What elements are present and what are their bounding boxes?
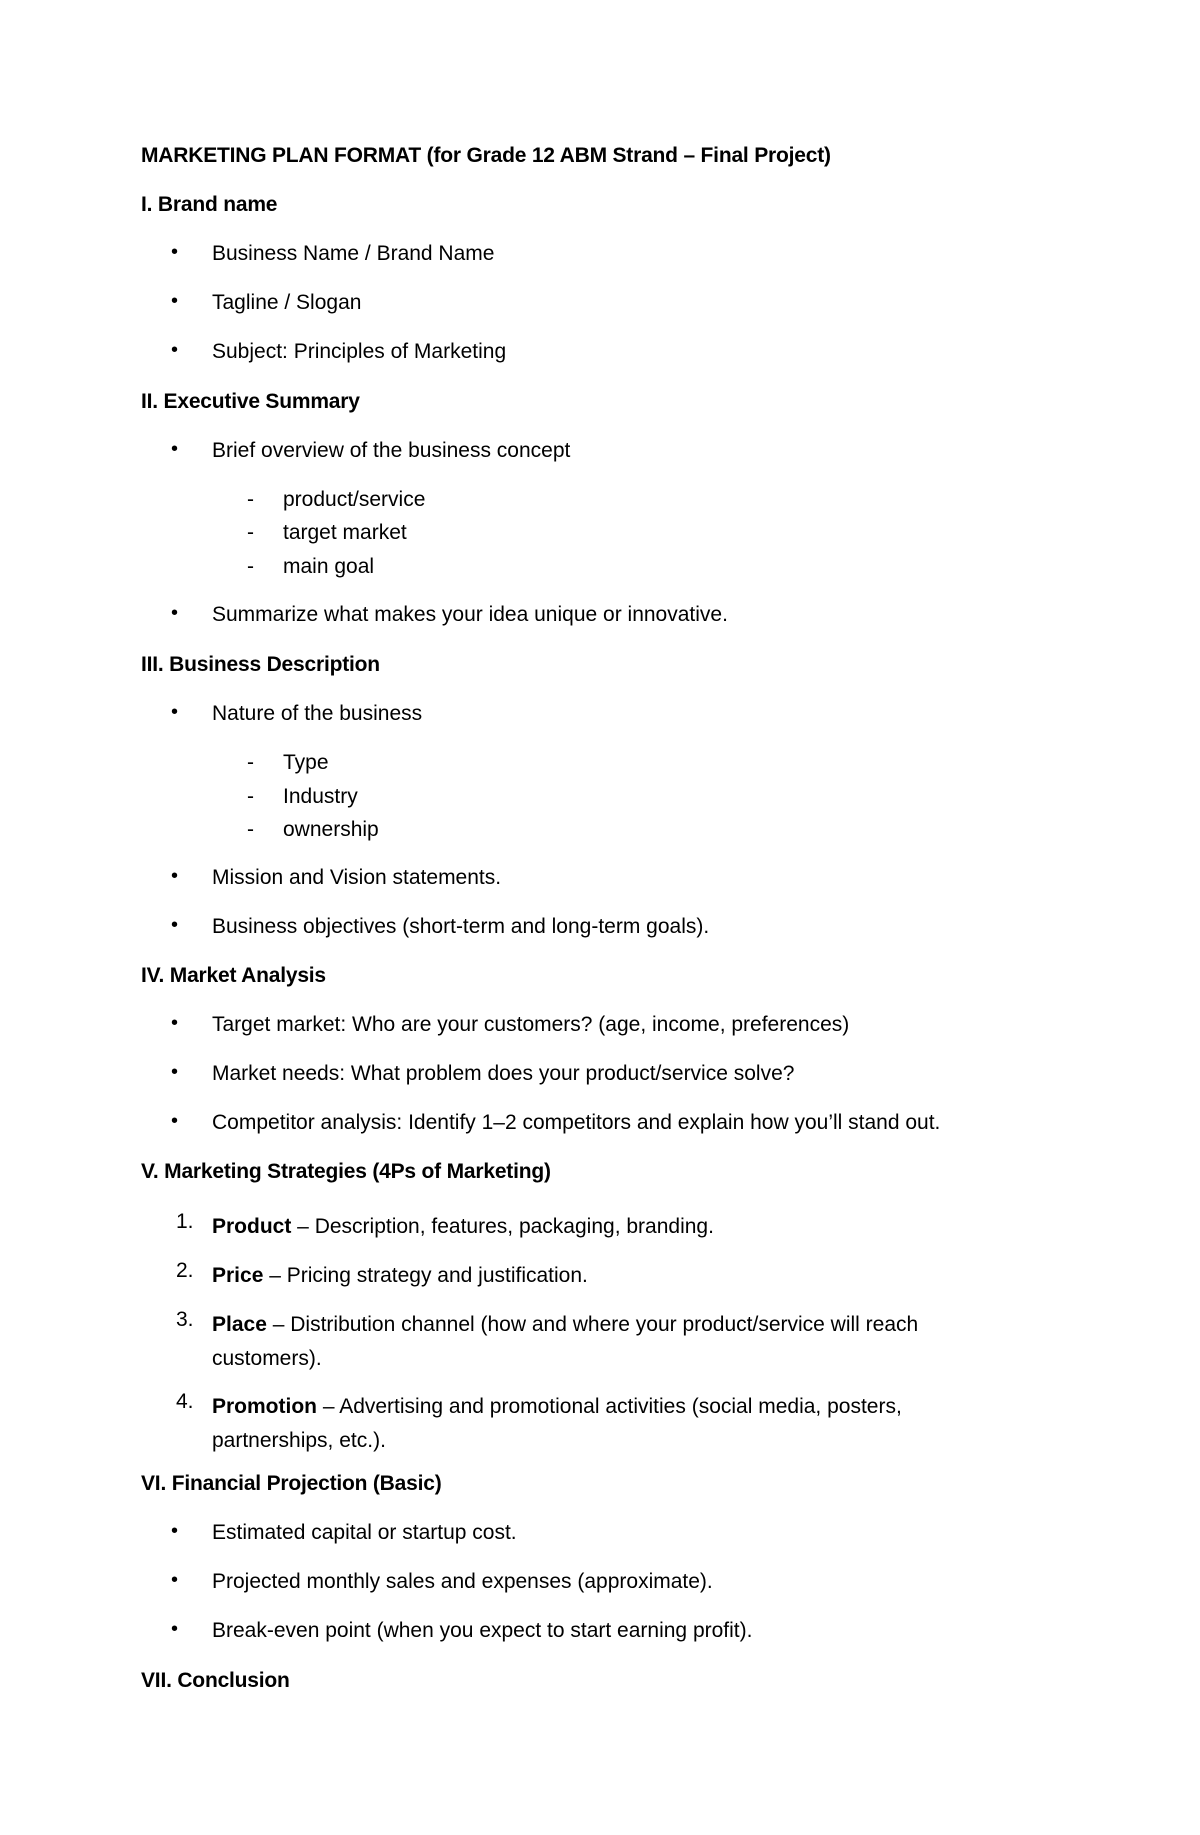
list-item-text: Competitor analysis: Identify 1–2 competitors and explain how you’ll stand out. (212, 1111, 941, 1134)
section-heading-market-analysis: IV. Market Analysis (141, 964, 326, 987)
sub-list-item-text: target market (283, 521, 407, 544)
list-item-text: Market needs: What problem does your product/service solve? (212, 1062, 795, 1085)
numbered-item-body (212, 1210, 932, 1244)
list-item-text: Business objectives (short-term and long-term goals). (212, 915, 710, 938)
item-term: Promotion (212, 1395, 317, 1418)
item-number: 1. (176, 1210, 194, 1233)
list-item-text: Tagline / Slogan (212, 291, 362, 314)
list-item-text: Break-even point (when you expect to start earning profit). (212, 1619, 753, 1642)
section-heading-financial-projection: VI. Financial Projection (Basic) (141, 1472, 442, 1495)
list-item-text: Projected monthly sales and expenses (approximate). (212, 1570, 713, 1593)
list-item-text: Summarize what makes your idea unique or innovative. (212, 603, 728, 626)
numbered-item-body (212, 1308, 932, 1376)
section-heading-marketing-strategies: V. Marketing Strategies (4Ps of Marketing) (141, 1160, 551, 1183)
sub-list-item-text: Industry (283, 785, 358, 808)
list-item-text: Mission and Vision statements. (212, 866, 502, 889)
item-number: 3. (176, 1308, 194, 1331)
section-heading-executive-summary: II. Executive Summary (141, 390, 360, 413)
list-item-text: Estimated capital or startup cost. (212, 1521, 517, 1544)
item-description: – Pricing strategy and justification. (263, 1264, 588, 1287)
section-heading-brand-name: I. Brand name (141, 193, 278, 216)
item-number: 2. (176, 1259, 194, 1282)
list-item-text: Nature of the business (212, 702, 423, 725)
numbered-item-body (212, 1390, 932, 1458)
item-term: Product (212, 1215, 292, 1238)
sub-list-item-text: ownership (283, 818, 379, 841)
document-title: MARKETING PLAN FORMAT (for Grade 12 ABM Strand – Final Project) (141, 144, 831, 167)
list-item-text: Brief overview of the business concept (212, 439, 571, 462)
list-item-text: Target market: Who are your customers? (age, income, preferences) (212, 1013, 850, 1036)
list-item-text: Business Name / Brand Name (212, 242, 495, 265)
item-description: – Distribution channel (how and where your product/service will reach customers). (212, 1313, 919, 1370)
item-number: 4. (176, 1390, 194, 1413)
item-description: – Advertising and promotional activities (social media, posters, partnerships, etc.). (212, 1395, 902, 1452)
sub-list-item-text: main goal (283, 555, 375, 578)
sub-list-item-text: product/service (283, 488, 426, 511)
list-item-text: Subject: Principles of Marketing (212, 340, 507, 363)
item-term: Price (212, 1264, 264, 1287)
section-heading-conclusion: VII. Conclusion (141, 1669, 290, 1692)
item-term: Place (212, 1313, 267, 1336)
numbered-item-body (212, 1259, 932, 1293)
item-description: – Description, features, packaging, branding. (291, 1215, 714, 1238)
sub-list-item-text: Type (283, 751, 329, 774)
section-heading-business-description: III. Business Description (141, 653, 380, 676)
